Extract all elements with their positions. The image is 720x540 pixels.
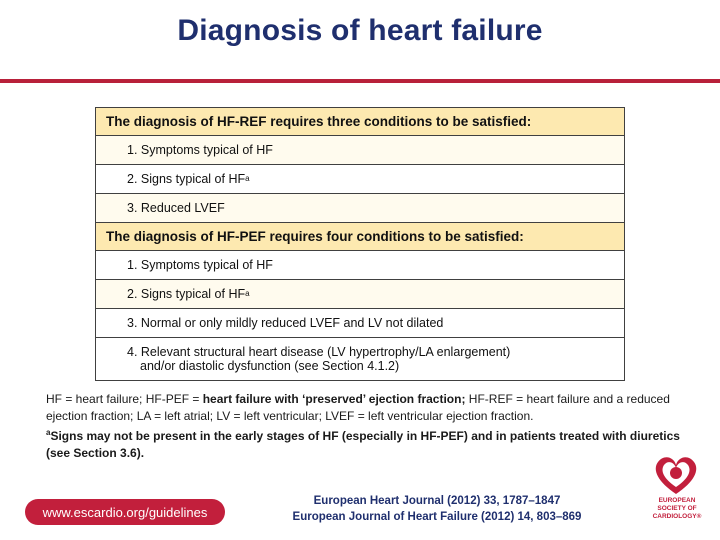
signs-footnote bbox=[46, 428, 696, 462]
hf-ref-item-3-text: 3. Reduced LVEF bbox=[127, 201, 225, 215]
hf-ref-header: The diagnosis of HF-REF requires three conditions to be satisfied: bbox=[96, 108, 624, 136]
title-divider bbox=[0, 79, 720, 83]
diagnosis-table bbox=[95, 107, 625, 381]
abbreviations bbox=[46, 391, 696, 425]
hf-pef-header: The diagnosis of HF-PEF requires four conditions to be satisfied: bbox=[96, 223, 624, 251]
reference-ehj: European Heart Journal (2012) 33, 1787–1847 bbox=[313, 495, 561, 507]
abbrev-part-bold: heart failure with ‘preserved’ ejection fraction; bbox=[202, 392, 466, 406]
hf-ref-item-2: 2. Signs typical of HF a bbox=[96, 165, 624, 194]
esc-logo-line1: EUROPEAN bbox=[658, 497, 696, 504]
footnote-marker: a bbox=[46, 428, 51, 437]
hf-pef-item-1-text: 1. Symptoms typical of HF bbox=[127, 258, 273, 272]
hf-pef-item-4 bbox=[96, 338, 624, 380]
esc-heart-logo-icon bbox=[646, 452, 706, 536]
hf-pef-item-2-text: 2. Signs typical of HF bbox=[127, 287, 246, 301]
abbrev-part-2: HF-REF = heart failure and a reduced ejection fraction; LA = left atrial; LV = left ventricular; LVEF = left ventricular ejection fraction. bbox=[46, 392, 670, 423]
journal-references bbox=[272, 493, 602, 525]
guidelines-link[interactable]: www.escardio.org/guidelines bbox=[25, 499, 225, 525]
hf-ref-item-3 bbox=[96, 194, 624, 223]
esc-logo-line3: CARDIOLOGY® bbox=[652, 513, 702, 520]
abbrev-part-1: HF = heart failure; HF-PEF = bbox=[46, 392, 203, 406]
table-footnote bbox=[46, 391, 696, 462]
slide-title: Diagnosis of heart failure bbox=[177, 14, 543, 47]
signs-footnote-text: Signs may not be present in the early stages of HF (especially in HF-PEF) and in patients treated with diuretics (see Section 3.6). bbox=[46, 429, 680, 460]
reference-ejhf: European Journal of Heart Failure (2012) 14, 803–869 bbox=[292, 511, 582, 523]
esc-logo-text bbox=[640, 497, 714, 521]
hf-pef-item-4-line2: and/or diastolic dysfunction (see Section 4.1.2) bbox=[140, 359, 400, 373]
hf-ref-item-1 bbox=[96, 136, 624, 165]
hf-pef-item-4-line1: 4. Relevant structural heart disease (LV hypertrophy/LA enlargement) bbox=[127, 345, 511, 359]
hf-pef-item-3 bbox=[96, 309, 624, 338]
hf-pef-item-1 bbox=[96, 251, 624, 280]
esc-logo-line2: SOCIETY OF bbox=[657, 505, 697, 512]
hf-pef-item-3-text: 3. Normal or only mildly reduced LVEF and LV not dilated bbox=[127, 316, 444, 330]
hf-pef-item-2: 2. Signs typical of HF a bbox=[96, 280, 624, 309]
hf-ref-item-2-text: 2. Signs typical of HF bbox=[127, 172, 246, 186]
hf-ref-item-1-text: 1. Symptoms typical of HF bbox=[127, 143, 273, 157]
